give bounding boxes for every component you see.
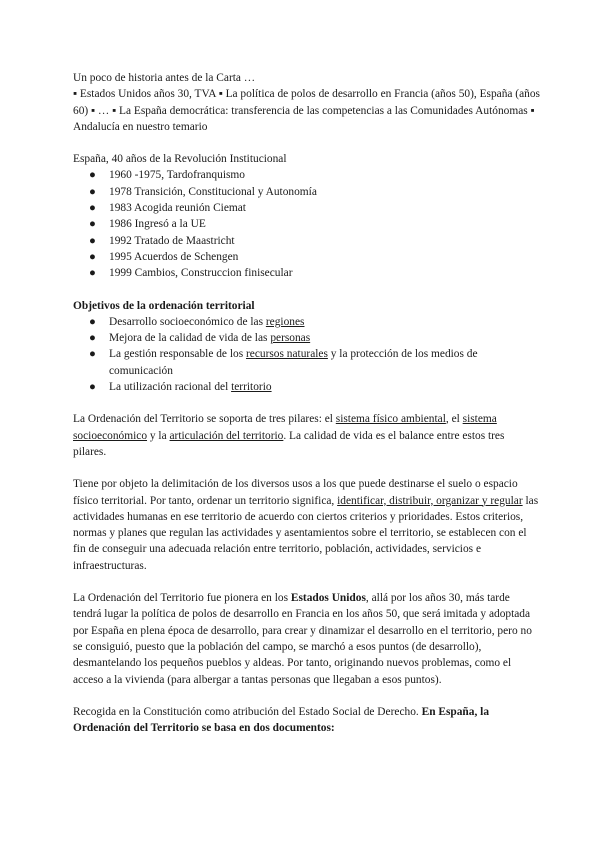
intro-heading: Un poco de historia antes de la Carta … bbox=[73, 72, 256, 84]
bullet-icon: ● bbox=[89, 332, 96, 345]
paragraph-historia: La Ordenación del Territorio fue pionera en los Estados Unidos, allá por los años 30, más tarde tendrá lugar la política de polos de desarrollo en Francia en los años 50, que será imitada y adoptada por España en plena época de desarrollo, para crear y dinamizar el desarrollo en el territorio, pero no se consiguió, puesto que la población del campo, se marchó a esos puntos (de desarrollo), desmantelando los pequeños pueblos y aldeas. Por tanto, originando nuevos problemas, como el acceso a la vivienda (para albergar a tantas personas que llegaban a esos puntos). bbox=[73, 592, 532, 686]
bullet-icon: ● bbox=[89, 202, 96, 215]
link-sistema-socioeconomico[interactable]: sistema socioeconómico bbox=[73, 413, 497, 442]
bullet-icon: ● bbox=[89, 169, 96, 182]
list-item: ● Desarrollo socioeconómico de las regiones bbox=[73, 314, 540, 330]
list-item: ● 1983 Acogida reunión Ciemat bbox=[73, 200, 540, 216]
paragraph-pilares: La Ordenación del Territorio se soporta de tres pilares: el sistema físico ambiental, el sistema socioeconómico y la articulación del territorio. La calidad de vida es el balance entre estos tres pilares. bbox=[73, 413, 505, 458]
list-item: ● Mejora de la calidad de vida de las personas bbox=[73, 330, 540, 346]
list-item: ● 1978 Transición, Constitucional y Autonomía bbox=[73, 184, 540, 200]
bullet-icon: ● bbox=[89, 250, 96, 263]
bullet-icon: ● bbox=[89, 185, 96, 198]
link-identificar[interactable]: identificar, distribuir, organizar y regular bbox=[337, 494, 523, 507]
paragraph-constitucion: Recogida en la Constitución como atribución del Estado Social de Derecho. En España, la Ordenación del Territorio se basa en dos documentos: bbox=[73, 705, 490, 735]
link-regiones[interactable]: regiones bbox=[265, 315, 305, 328]
list-item: ● 1986 Ingresó a la UE bbox=[73, 216, 540, 232]
objectives-list bbox=[73, 314, 540, 395]
bullet-icon: ● bbox=[89, 381, 96, 394]
intro-line: ▪ Estados Unidos años 30, TVA ▪ La política de polos de desarrollo en Francia (años 50), España (años 60) ▪ … ▪ La España democrática: transferencia de las competencias a las Comunidades Autónomas ▪ Andalucía en nuestro temario bbox=[73, 88, 540, 133]
bullet-icon: ● bbox=[89, 234, 96, 247]
list-item: ● 1999 Cambios, Construccion finisecular bbox=[73, 265, 540, 281]
paragraph-objeto: Tiene por objeto la delimitación de los diversos usos a los que puede destinarse el suelo o espacio físico territorial. Por tanto, ordenar un territorio significa, identificar, distribuir, organizar y regular las actividades humanas en ese territorio de acuerdo con ciertos criterios y prioridades. Estos criterios, normas y planes que regulan las actividades y asentamientos sobre el territorio, se establecen con el fin de conseguir una adecuada relación entre territorio, población, actividades, servicios e infraestructuras. bbox=[73, 478, 539, 572]
link-articulacion[interactable]: articulación del territorio bbox=[169, 429, 284, 442]
timeline-list bbox=[73, 167, 540, 281]
link-territorio[interactable]: territorio bbox=[231, 381, 272, 394]
list-item: ● 1960 -1975, Tardofranquismo bbox=[73, 167, 540, 183]
list-item: ● 1992 Tratado de Maastricht bbox=[73, 233, 540, 249]
link-recursos-naturales[interactable]: recursos naturales bbox=[245, 348, 328, 361]
bullet-icon: ● bbox=[89, 348, 96, 361]
timeline-heading: España, 40 años de la Revolución Institucional bbox=[73, 153, 287, 166]
list-item: ● La gestión responsable de los recursos naturales y la protección de los medios de comunicación bbox=[89, 348, 478, 377]
bullet-icon: ● bbox=[89, 218, 96, 231]
objectives-heading: Objetivos de la ordenación territorial bbox=[73, 299, 255, 312]
bullet-icon: ● bbox=[89, 315, 96, 328]
list-item: ● 1995 Acuerdos de Schengen bbox=[73, 249, 540, 265]
link-sistema-fisico[interactable]: sistema físico ambiental bbox=[335, 413, 446, 426]
bullet-icon: ● bbox=[89, 267, 96, 280]
link-personas[interactable]: personas bbox=[270, 332, 311, 345]
list-item: ● La utilización racional del territorio bbox=[73, 379, 540, 395]
